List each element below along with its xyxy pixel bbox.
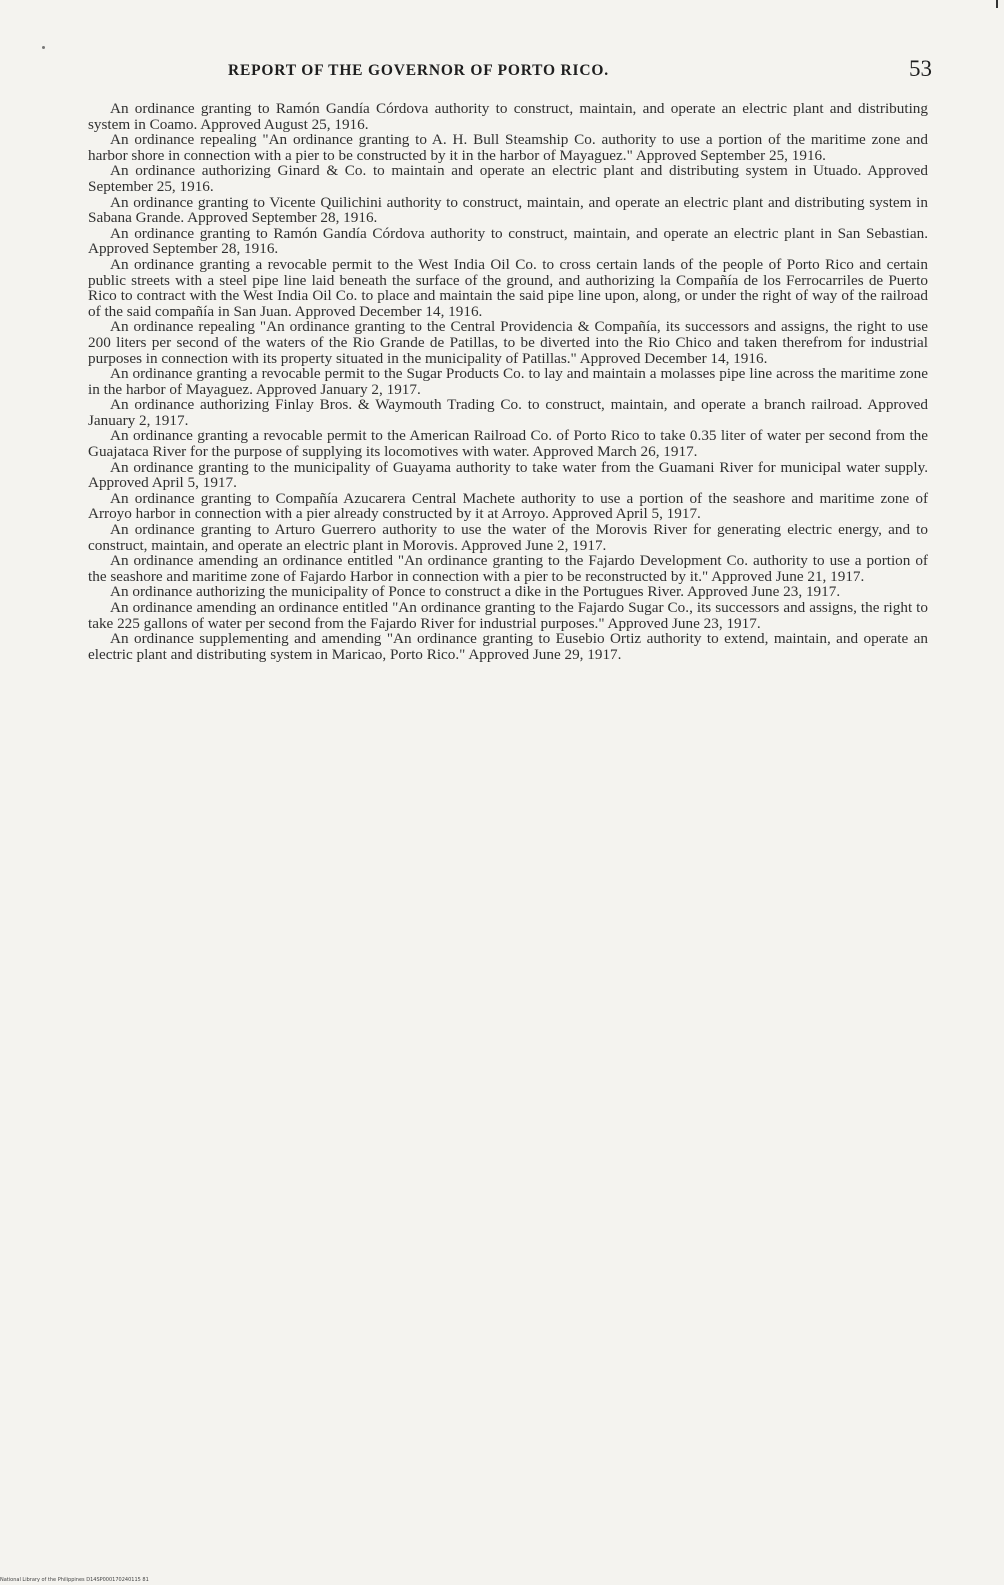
page-header [88,56,932,86]
ordinance-paragraph: An ordinance granting to the municipality of Guayama authority to take water from the Guamani River for municipal water supply. Approved April 5, 1917. [88,458,928,492]
ordinance-paragraph: An ordinance supplementing and amending "An ordinance granting to Eusebio Ortiz authority to extend, maintain, and operate an electric plant and distributing system in Maricao, Porto Rico." Approved June 29, 1917. [88,630,928,663]
ordinance-paragraph: An ordinance amending an ordinance entitled "An ordinance granting to the Fajardo Development Co. authority to use a portion of the seashore and maritime zone of Fajardo Harbor in connection with a pier to be reconstructed by it." Approved June 21, 1917. [88,552,928,585]
ordinance-paragraph: An ordinance authorizing Finlay Bros. & Waymouth Trading Co. to construct, maintain, and operate a branch railroad. Approved January 2, 1917. [88,396,928,429]
ordinance-paragraph: An ordinance granting a revocable permit to the West India Oil Co. to cross certain lands of the people of Porto Rico and certain public streets with a steel pipe line laid beneath the surface of the ground, and authorizing la Compañía de los Ferrocarriles de Puerto Rico to contract with the West India Oil Co. to place and maintain the said pipe line upon, along, or under the right of way of the railroad of the said compañía in San Juan. Approved December 14, 1916. [88,255,928,320]
scan-edge-mark [996,0,998,8]
ordinance-paragraph: An ordinance amending an ordinance entitled "An ordinance granting to the Fajardo Sugar Co., its successors and assigns, the right to take 225 gallons of water per second from the Fajardo River for industrial purposes." Approved June 23, 1917. [88,599,928,632]
ordinance-paragraph: An ordinance repealing "An ordinance granting to A. H. Bull Steamship Co. authority to use a portion of the maritime zone and harbor shore in connection with a pier to be constructed by it in the harbor of Mayaguez." Approved September 25, 1916. [88,131,928,164]
ordinance-paragraph: An ordinance authorizing the municipality of Ponce to construct a dike in the Portugues River. Approved June 23, 1917. [110,583,841,601]
page-number: 53 [909,56,932,81]
ordinance-paragraph: An ordinance granting a revocable permit to the Sugar Products Co. to lay and maintain a molasses pipe line across the maritime zone in the harbor of Mayaguez. Approved January 2, 1917. [88,365,928,398]
ordinance-paragraph: An ordinance granting to Arturo Guerrero authority to use the water of the Morovis River for generating electric energy, and to construct, maintain, and operate an electric plant in Morovis. Approved June 2, 1917. [88,521,928,554]
ordinance-paragraph: An ordinance authorizing Ginard & Co. to maintain and operate an electric plant and distributing system in Utuado. Approved September 25, 1916. [88,162,928,195]
ordinance-paragraph: An ordinance granting to Ramón Gandía Córdova authority to construct, maintain, and operate an electric plant and distributing system in Coamo. Approved August 25, 1916. [88,100,928,133]
scan-footer-note: National Library of the Philippines D14SP000170240115 81 [0,1577,149,1583]
running-title: REPORT OF THE GOVERNOR OF PORTO RICO. [228,62,609,79]
ordinance-paragraph: An ordinance granting to Compañía Azucarera Central Machete authority to use a portion of the seashore and maritime zone of Arroyo harbor in connection with a pier already constructed by it at Arroyo. Approved April 5, 1917. [88,489,928,523]
ordinance-paragraph: An ordinance granting to Vicente Quilichini authority to construct, maintain, and operate an electric plant and distributing system in Sabana Grande. Approved September 28, 1916. [88,193,928,227]
ordinance-paragraph: An ordinance granting to Ramón Gandía Córdova authority to construct, maintain, and operate an electric plant in San Sebastian. Approved September 28, 1916. [88,224,928,258]
ordinance-paragraph: An ordinance granting a revocable permit to the American Railroad Co. of Porto Rico to take 0.35 liter of water per second from the Guajataca River for the purpose of supplying its locomotives with water. Approved March 26, 1917. [88,427,928,461]
scan-speck [42,46,45,49]
ordinance-list [88,101,928,662]
ordinance-paragraph: An ordinance repealing "An ordinance granting to the Central Providencia & Compañía, its successors and assigns, the right to use 200 liters per second of the waters of the Rio Grande de Patillas, to be diverted into the Rio Chico and taken therefrom for industrial purposes in connection with its property situated in the municipality of Patillas." Approved December 14, 1916. [88,318,928,367]
